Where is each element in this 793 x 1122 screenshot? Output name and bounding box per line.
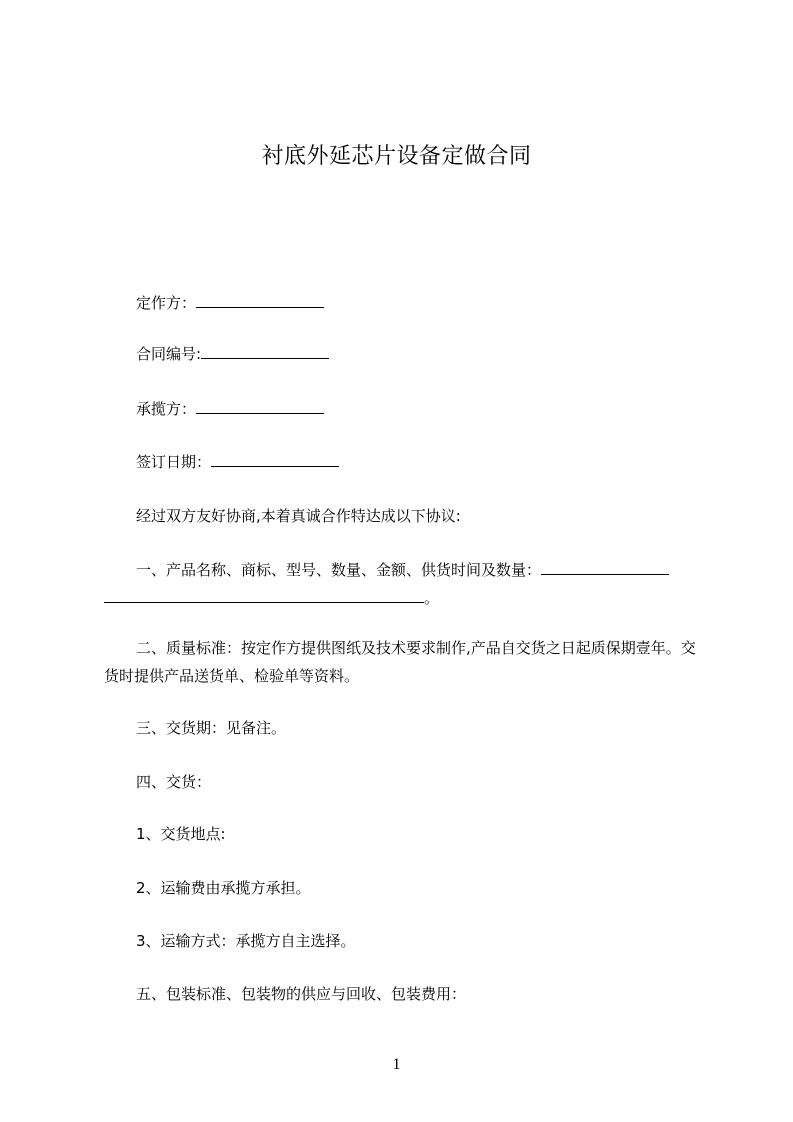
clause-1-blank-a	[541, 560, 669, 575]
clause-4-2: 2、运输费由承揽方承担。	[136, 879, 311, 897]
field-customer-blank	[196, 293, 324, 308]
field-contract-no-blank	[201, 344, 329, 359]
page-number: 1	[392, 1056, 401, 1073]
field-sign-date-blank	[211, 452, 339, 467]
field-contract-no	[136, 343, 329, 365]
field-sign-date	[136, 451, 339, 473]
intro-paragraph: 经过双方友好协商,本着真诚合作特达成以下协议:	[136, 507, 461, 525]
clause-4-1: 1、交货地点:	[136, 825, 226, 843]
field-sign-date-label: 签订日期：	[136, 453, 212, 471]
clause-1-blank-b	[104, 588, 424, 603]
field-customer	[136, 292, 324, 314]
clause-1-text: 一、产品名称、商标、型号、数量、金额、供货时间及数量：	[136, 561, 542, 579]
clause-5: 五、包装标准、包装物的供应与回收、包装费用：	[136, 985, 467, 1003]
field-contract-no-label: 合同编号:	[136, 345, 202, 363]
field-customer-label: 定作方：	[136, 294, 197, 312]
document-title: 衬底外延芯片设备定做合同	[261, 144, 532, 169]
clause-2-text: 二、质量标准：按定作方提供图纸及技术要求制作,产品自交货之日起质保期壹年。交货时提供产品送货单、检验单等资料。	[104, 639, 696, 685]
clause-1	[104, 556, 704, 612]
clause-2	[104, 634, 704, 690]
field-contractor-blank	[196, 399, 324, 414]
clause-3: 三、交货期：见备注。	[136, 719, 287, 737]
clause-1-end: 。	[424, 589, 440, 607]
field-contractor-label: 承揽方：	[136, 400, 197, 418]
clause-4-3: 3、运输方式：承揽方自主选择。	[136, 932, 356, 950]
clause-4: 四、交货：	[136, 773, 212, 791]
field-contractor	[136, 398, 324, 420]
